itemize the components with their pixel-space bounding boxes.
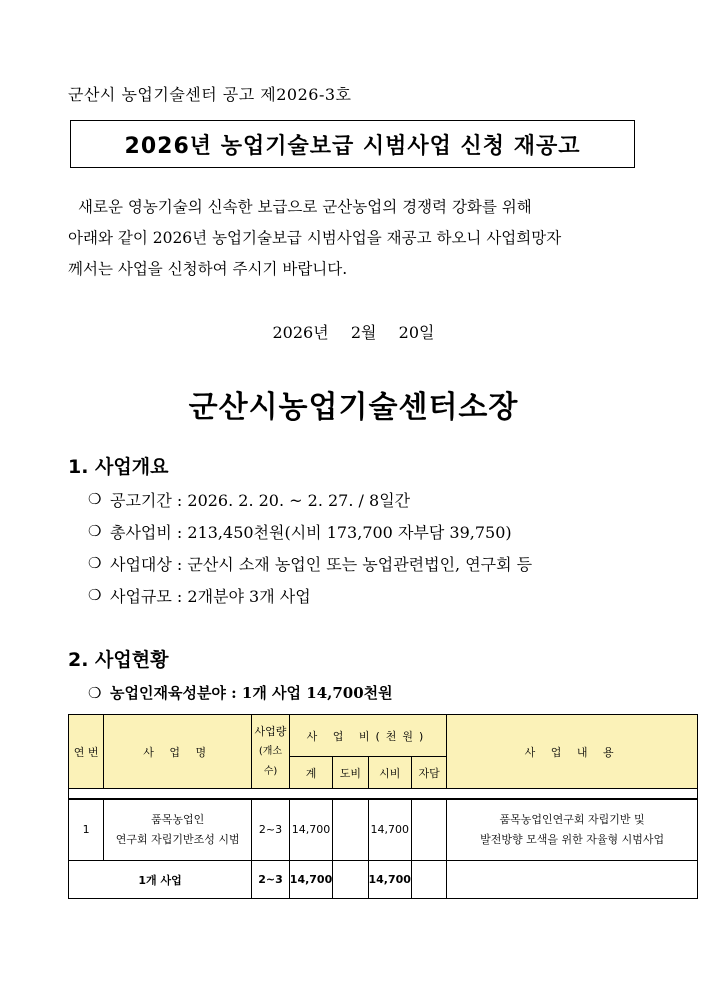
total-self [411,861,446,899]
header-name: 사 업 명 [104,715,252,789]
section-2-title: 2. 사업현황 [68,649,169,671]
header-no: 연 번 [69,715,104,789]
row-count: 2~3 [252,799,290,861]
total-city: 14,700 [368,861,411,899]
header-count [252,715,290,789]
notice-date: 2026년 2월 20일 [272,323,435,342]
row-name-line: 연구회 자립기반조성 시범 [115,832,240,846]
total-count: 2~3 [252,861,290,899]
total-content [447,861,698,899]
header-content: 사 업 내 용 [447,715,698,789]
intro-line: 께서는 사업을 신청하여 주시기 바랍니다. [68,260,348,278]
list-item [88,483,532,515]
total-label: 1개 사업 [69,861,252,899]
list-item [88,579,532,611]
table-header-row [69,715,698,757]
total-total: 14,700 [289,861,332,899]
row-self [411,799,446,861]
spacer-cell [69,789,698,799]
intro-line: 아래와 같이 2026년 농업기술보급 시범사업을 재공고 하오니 사업희망자 [68,229,562,247]
issuer-name: 군산시농업기술센터소장 [188,390,519,425]
section-2-subheading [88,682,393,703]
header-count-label: 사업량 [254,724,287,738]
notice-number: 군산시 농업기술센터 공고 제2026-3호 [68,85,352,104]
document-title: 2026년 농업기술보급 시범사업 신청 재공고 [124,133,581,159]
row-name [104,799,252,861]
bullet-icon: ❍ [88,490,102,508]
header-cost-province: 도비 [333,757,368,789]
row-content-line: 품목농업인연구회 자립기반 및 [499,812,645,826]
header-cost-city: 시비 [368,757,411,789]
header-cost-self: 자담 [411,757,446,789]
table-row [69,799,698,861]
intro-line: 새로운 영농기술의 신속한 보급으로 군산농업의 경쟁력 강화를 위해 [78,198,532,216]
overview-budget: 총사업비 : 213,450천원(시비 173,700 자부담 39,750) [110,522,512,542]
row-name-line: 품목농업인 [151,812,205,826]
row-total: 14,700 [289,799,332,861]
row-content-line: 발전방향 모색을 위한 자율형 시범사업 [480,832,665,846]
row-no: 1 [69,799,104,861]
header-cost: 사 업 비(천원) [289,715,446,757]
intro-paragraph [68,192,638,285]
list-item [88,515,532,547]
bullet-icon: ❍ [88,586,102,604]
header-count-unit: (개소수) [258,745,283,777]
row-province [333,799,368,861]
row-city: 14,700 [368,799,411,861]
bullet-icon: ❍ [88,522,102,540]
bullet-icon: ❍ [88,554,102,572]
overview-list [88,483,532,611]
title-box [70,120,635,168]
bullet-icon: ❍ [88,683,102,702]
subheading-text: 농업인재육성분야 : 1개 사업 14,700천원 [110,684,393,702]
overview-target: 사업대상 : 군산시 소재 농업인 또는 농업관련법인, 연구회 등 [110,554,533,574]
overview-period: 공고기간 : 2026. 2. 20. ~ 2. 27. / 8일간 [110,490,411,510]
row-content [447,799,698,861]
table-spacer-row [69,789,698,799]
total-province [333,861,368,899]
list-item [88,547,532,579]
section-1-title: 1. 사업개요 [68,456,169,478]
project-table [68,714,698,899]
table-total-row [69,861,698,899]
overview-scale: 사업규모 : 2개분야 3개 사업 [110,586,311,606]
header-cost-total: 계 [289,757,332,789]
